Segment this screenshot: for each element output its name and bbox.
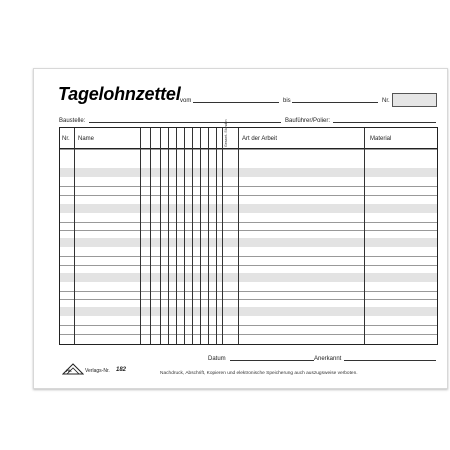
row-divider (60, 299, 437, 300)
nr-label: Nr. (382, 98, 390, 104)
anerkannt-field[interactable] (344, 360, 436, 361)
col-divider (192, 128, 193, 344)
col-divider (140, 128, 141, 344)
col-divider (184, 128, 185, 344)
col-divider (176, 128, 177, 344)
datum-label: Datum (208, 356, 226, 362)
row-divider (60, 186, 437, 187)
copyright-notice: Nachdruck, Abschrift, Kopieren und elektronische Speicherung auch auszugsweise verboten. (160, 371, 358, 376)
baustelle-label: Baustelle: (59, 118, 86, 124)
table-row[interactable] (60, 204, 437, 213)
col-divider (216, 128, 217, 344)
col-divider (168, 128, 169, 344)
form-title: Tagelohnzettel (58, 84, 181, 104)
table-row[interactable] (60, 307, 437, 316)
col-header-material: Material (370, 136, 392, 142)
baustelle-field[interactable] (89, 122, 281, 123)
bis-field[interactable] (292, 102, 378, 103)
row-divider (60, 334, 437, 335)
nr-field[interactable] (392, 93, 437, 107)
vom-field[interactable] (193, 102, 279, 103)
datum-field[interactable] (230, 360, 314, 361)
row-divider (60, 291, 437, 292)
col-divider (364, 128, 365, 344)
row-divider (60, 256, 437, 257)
vom-label: vom (180, 98, 192, 104)
col-divider (208, 128, 209, 344)
col-divider (222, 128, 223, 344)
verlag-number: 182 (116, 367, 127, 373)
col-header-art: Art der Arbeit (242, 136, 278, 142)
col-header-name: Name (78, 136, 95, 142)
col-divider (160, 128, 161, 344)
table-row[interactable] (60, 238, 437, 247)
col-divider (238, 128, 239, 344)
col-divider (74, 128, 75, 344)
verlag-label: Verlags-Nr. (85, 368, 110, 374)
table-row[interactable] (60, 273, 437, 282)
polier-field[interactable] (333, 122, 436, 123)
row-divider (60, 325, 437, 326)
row-divider (60, 230, 437, 231)
row-divider (60, 149, 437, 150)
col-header-nr: Nr. (62, 136, 70, 142)
anerkannt-label: Anerkannt (314, 356, 342, 362)
row-divider (60, 195, 437, 196)
col-divider (200, 128, 201, 344)
row-divider (60, 265, 437, 266)
row-divider (60, 222, 437, 223)
col-header-gesamt: Gesamt- Stunden (224, 119, 228, 147)
table-row[interactable] (60, 168, 437, 177)
polier-label: Bauführer/Polier: (285, 118, 331, 124)
col-divider (150, 128, 151, 344)
bis-label: bis (283, 98, 291, 104)
publisher-logo-text: HK (66, 368, 72, 373)
